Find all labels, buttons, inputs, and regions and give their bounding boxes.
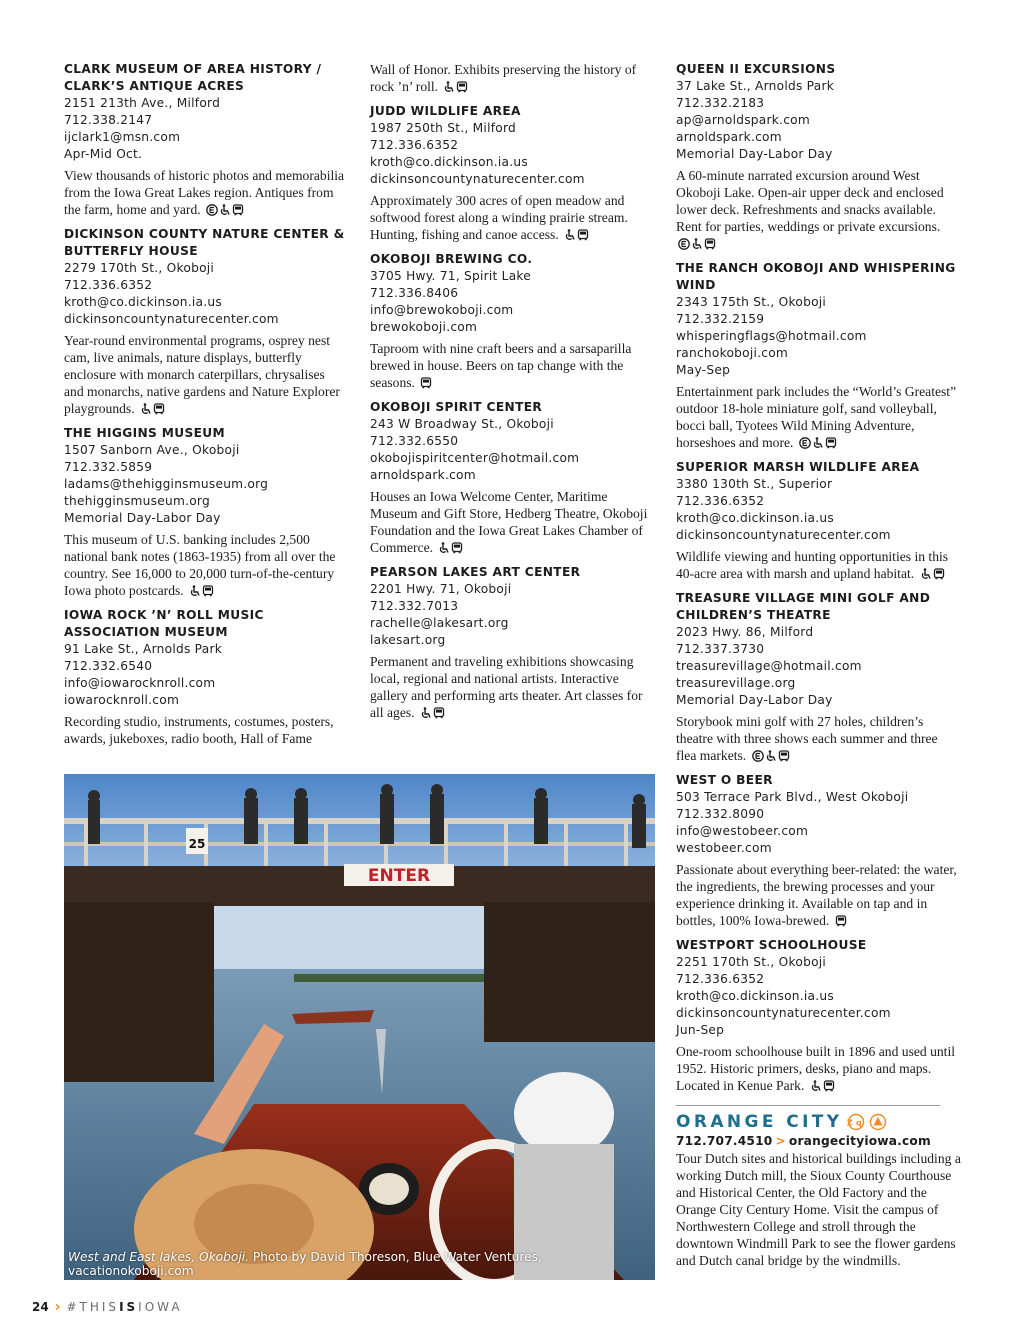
wheelchair-icon [443, 81, 455, 93]
spanish-language-icon [799, 437, 811, 449]
continued-entry [370, 61, 656, 97]
listing-detail: 712.332.6540 [64, 659, 153, 673]
bus-icon [704, 238, 716, 250]
amenity-icons [140, 402, 166, 419]
amenity-icons [810, 1079, 836, 1096]
spanish-language-icon [678, 238, 690, 250]
column-2 [370, 61, 656, 729]
listing-detail: Memorial Day-Labor Day [676, 693, 833, 707]
listing-description: Permanent and traveling exhibitions showcasing local, regional and national artists. Interactive gallery and performing arts theater. Art classes for all ages. [370, 654, 643, 720]
listing-entry [64, 425, 346, 601]
wheelchair-icon [219, 204, 231, 216]
listing-website[interactable]: treasurevillage.org [676, 676, 796, 690]
listing-detail: 712.336.8406 [370, 286, 459, 300]
listing-website[interactable]: dickinsoncountynaturecenter.com [676, 1006, 891, 1020]
wheelchair-icon [765, 750, 777, 762]
listing-detail: 712.337.3730 [676, 642, 765, 656]
bus-icon [232, 204, 244, 216]
listing-detail: 712.336.6352 [370, 138, 459, 152]
listing-detail: 1987 250th St., Milford [370, 121, 516, 135]
column-3 [676, 61, 960, 1102]
listing-entry [676, 772, 960, 931]
listing-detail: 712.332.7013 [370, 599, 459, 613]
orange-city-title: ORANGE CITY [676, 1112, 843, 1132]
listing-description: This museum of U.S. banking includes 2,500 national bank notes (1863-1935) from all over the country. See 16,000 to 20,000 turn-of-the-century Iowa photo postcards. [64, 532, 336, 598]
listing-description: Houses an Iowa Welcome Center, Maritime Museum and Gift Store, Hedberg Theatre, Okoboji Foundation and the Iowa Great Lakes Chamber of Commerce. [370, 489, 648, 555]
listing-email[interactable]: kroth@co.dickinson.ia.us [676, 511, 834, 525]
listing-website[interactable]: arnoldspark.com [370, 468, 476, 482]
listing-email[interactable]: ladams@thehigginsmuseum.org [64, 477, 269, 491]
listing-email[interactable]: ap@arnoldspark.com [676, 113, 810, 127]
listing-email[interactable]: whisperingflags@hotmail.com [676, 329, 867, 343]
continued-description: Wall of Honor. Exhibits preserving the history of rock ’n’ roll. [370, 62, 637, 94]
listing-website[interactable]: brewokoboji.com [370, 320, 478, 334]
listing-email[interactable]: info@brewokoboji.com [370, 303, 514, 317]
listing-name: TREASURE VILLAGE MINI GOLF AND CHILDREN’S THEATRE [676, 591, 931, 622]
enter-sign: ENTER [367, 866, 431, 886]
listing-detail: 37 Lake St., Arnolds Park [676, 79, 835, 93]
listing-detail: 3380 130th St., Superior [676, 477, 833, 491]
listing-detail: 712.332.6550 [370, 434, 459, 448]
wheelchair-icon [189, 585, 201, 597]
chevron-icon: › [54, 1299, 61, 1315]
bus-icon [202, 585, 214, 597]
listing-entry [64, 226, 346, 419]
orange-city-description: Tour Dutch sites and historical buildings including a working Dutch mill, the Sioux County Courthouse and Historical Center, the Old Factory and the Orange City Century Home. Visit the campus of Northwestern College and stroll through the downtown Windmill Park to see the flower gardens and Dutch canal bridge by the windmills. [676, 1151, 961, 1268]
bus-icon [577, 229, 589, 241]
listing-detail: 712.332.8090 [676, 807, 765, 821]
listing-email[interactable]: kroth@co.dickinson.ia.us [64, 295, 222, 309]
bus-icon [456, 81, 468, 93]
listing-description: Storybook mini golf with 27 holes, children’s theatre with three shows each summer and three flea markets. [676, 714, 938, 763]
spanish-language-icon [206, 204, 218, 216]
listing-detail: 2279 170th St., Okoboji [64, 261, 215, 275]
listing-description: Passionate about everything beer-related: the water, the ingredients, the brewing processes and your experience drinking it. Available on tap and in bottles, 100% Iowa-brewed. [676, 862, 957, 928]
listing-name: DICKINSON COUNTY NATURE CENTER & BUTTERFLY HOUSE [64, 227, 345, 258]
listing-name: WESTPORT SCHOOLHOUSE [676, 938, 867, 952]
listing-detail: 712.332.2159 [676, 312, 765, 326]
amenity-icons [564, 228, 590, 245]
amenity-icons [835, 914, 848, 931]
spanish-language-icon [752, 750, 764, 762]
listing-detail: 712.332.2183 [676, 96, 765, 110]
listing-detail: 243 W Broadway St., Okoboji [370, 417, 554, 431]
caption-location: West and East lakes, Okoboji. [68, 1250, 249, 1264]
wheelchair-icon [438, 542, 450, 554]
listing-detail: 712.332.5859 [64, 460, 153, 474]
listing-email[interactable]: info@westobeer.com [676, 824, 809, 838]
amenity-icons [438, 541, 464, 558]
listing-entry [370, 251, 656, 393]
listing-entry [676, 937, 960, 1096]
listing-detail: 2201 Hwy. 71, Okoboji [370, 582, 512, 596]
listing-website[interactable]: thehigginsmuseum.org [64, 494, 210, 508]
listing-detail: Memorial Day-Labor Day [64, 511, 221, 525]
listing-website[interactable]: dickinsoncountynaturecenter.com [64, 312, 279, 326]
page-footer [32, 1298, 183, 1316]
caption-url: vacationokoboji.com [68, 1264, 194, 1278]
listing-website[interactable]: lakesart.org [370, 633, 446, 647]
bus-icon [153, 403, 165, 415]
listing-name: QUEEN II EXCURSIONS [676, 62, 836, 76]
bus-icon [420, 377, 432, 389]
page-number: 24 [32, 1300, 49, 1314]
bus-icon [933, 568, 945, 580]
listing-entry [676, 260, 960, 453]
listing-description: Approximately 300 acres of open meadow and softwood forest along a winding prairie stream. Hunting, fishing and canoe access. [370, 193, 628, 242]
svg-text:Zq: Zq [846, 1118, 865, 1128]
listing-detail: 503 Terrace Park Blvd., West Okoboji [676, 790, 909, 804]
listing-email[interactable]: rachelle@lakesart.org [370, 616, 509, 630]
bus-icon [823, 1080, 835, 1092]
listing-name: JUDD WILDLIFE AREA [370, 104, 521, 118]
listing-email[interactable]: ijclark1@msn.com [64, 130, 181, 144]
amenity-icons [443, 80, 469, 97]
listing-entry [370, 399, 656, 558]
photo-caption [68, 1250, 649, 1278]
wheelchair-icon [920, 568, 932, 580]
listing-entry [64, 61, 346, 220]
section-divider [676, 1105, 940, 1106]
amenity-icons [920, 567, 946, 584]
listing-description: View thousands of historic photos and memorabilia from the Iowa Great Lakes region. Antiques from the farm, home and yard. [64, 168, 345, 217]
listing-detail: 91 Lake St., Arnolds Park [64, 642, 223, 656]
listing-website[interactable]: dickinsoncountynaturecenter.com [370, 172, 585, 186]
listing-detail: 1507 Sanborn Ave., Okoboji [64, 443, 240, 457]
orange-city-website[interactable]: orangecityiowa.com [788, 1134, 931, 1148]
wheelchair-icon [810, 1080, 822, 1092]
listing-description: Wildlife viewing and hunting opportunities in this 40-acre area with marsh and upland habitat. [676, 549, 949, 581]
listing-description: Recording studio, instruments, costumes, posters, awards, jukeboxes, radio booth, Hall of Fame [64, 714, 334, 746]
caption-credit: Photo by David Thoreson, Blue Water Ventures, [248, 1250, 542, 1264]
listing-entry [64, 607, 346, 747]
listing-website[interactable]: ranchokoboji.com [676, 346, 789, 360]
bus-icon [451, 542, 463, 554]
listing-detail: 2151 213th Ave., Milford [64, 96, 221, 110]
listing-name: WEST O BEER [676, 773, 773, 787]
listing-entry [370, 103, 656, 245]
listing-detail: 3705 Hwy. 71, Spirit Lake [370, 269, 532, 283]
listing-description: Year-round environmental programs, osprey nest cam, live animals, nature displays, butterfly enclosure with monarch caterpillars, chrysalises and monarchs, native gardens and Nature Explorer playgrounds. [64, 333, 340, 416]
attraction-icon [869, 1113, 887, 1131]
amenity-icons [420, 706, 446, 723]
listing-name: OKOBOJI BREWING CO. [370, 252, 533, 266]
wheelchair-icon [812, 437, 824, 449]
listing-detail: 2023 Hwy. 86, Milford [676, 625, 814, 639]
wheelchair-icon [140, 403, 152, 415]
listing-name: THE RANCH OKOBOJI AND WHISPERING WIND [676, 261, 956, 292]
hashtag: #THISISIOWA [66, 1300, 183, 1314]
listing-email[interactable]: okobojispiritcenter@hotmail.com [370, 451, 580, 465]
bus-icon [825, 437, 837, 449]
listing-detail: Apr-Mid Oct. [64, 147, 143, 161]
listing-name: PEARSON LAKES ART CENTER [370, 565, 581, 579]
listing-detail: Memorial Day-Labor Day [676, 147, 833, 161]
listing-name: CLARK MUSEUM OF AREA HISTORY / CLARK’S ANTIQUE ACRES [64, 62, 322, 93]
boat-under-bridge-photo [64, 774, 655, 1280]
amenity-icons [678, 237, 717, 254]
listing-name: OKOBOJI SPIRIT CENTER [370, 400, 543, 414]
listing-website[interactable]: iowarocknroll.com [64, 693, 180, 707]
bus-icon [835, 915, 847, 927]
amenity-icons [206, 203, 245, 220]
listing-entry [370, 564, 656, 723]
listing-detail: Jun-Sep [676, 1023, 725, 1037]
orange-city-section [676, 1111, 966, 1269]
listing-name: SUPERIOR MARSH WILDLIFE AREA [676, 460, 920, 474]
listing-email[interactable]: info@iowarocknroll.com [64, 676, 216, 690]
amenity-icons [189, 584, 215, 601]
wheelchair-icon [691, 238, 703, 250]
listing-detail: 712.336.6352 [64, 278, 153, 292]
bus-icon [778, 750, 790, 762]
listing-detail: May-Sep [676, 363, 731, 377]
listing-entry [676, 61, 960, 254]
amenity-icons [752, 749, 791, 766]
wheelchair-icon [564, 229, 576, 241]
wheelchair-icon [420, 707, 432, 719]
listing-description: A 60-minute narrated excursion around West Okoboji Lake. Open-air upper deck and enclosed lower deck. Refreshments and snacks available. Rent for parties, weddings or private excursions. [676, 168, 944, 234]
listing-description: One-room schoolhouse built in 1896 and used until 1952. Historic primers, desks, piano and maps. Located in Kenue Park. [676, 1044, 956, 1093]
orange-city-phone: 712.707.4510 [676, 1134, 773, 1148]
listing-email[interactable]: kroth@co.dickinson.ia.us [676, 989, 834, 1003]
bus-icon [433, 707, 445, 719]
listing-detail: 2251 170th St., Okoboji [676, 955, 827, 969]
listing-website[interactable]: westobeer.com [676, 841, 772, 855]
arrow-icon: > [775, 1134, 786, 1148]
speed-limit-sign: 25 [188, 837, 206, 851]
listing-detail: 712.338.2147 [64, 113, 153, 127]
listing-detail: 712.336.6352 [676, 494, 765, 508]
listing-description: Taproom with nine craft beers and a sarsaparilla brewed in house. Beers on tap change with the seasons. [370, 341, 632, 390]
listing-entry [676, 590, 960, 766]
listing-name: THE HIGGINS MUSEUM [64, 426, 226, 440]
listing-name: IOWA ROCK ’N’ ROLL MUSIC ASSOCIATION MUSEUM [64, 608, 264, 639]
listing-website[interactable]: dickinsoncountynaturecenter.com [676, 528, 891, 542]
listing-detail: 2343 175th St., Okoboji [676, 295, 827, 309]
listing-description: Entertainment park includes the “World’s Greatest” outdoor 18-hole miniature golf, sand volleyball, bocci ball, Tyotees Wild Mining Adventure, horseshoes and more. [676, 384, 957, 450]
listing-entry [676, 459, 960, 584]
listing-website[interactable]: arnoldspark.com [676, 130, 782, 144]
dutch-heritage-icon [847, 1113, 865, 1131]
column-1 [64, 61, 346, 753]
listing-email[interactable]: treasurevillage@hotmail.com [676, 659, 862, 673]
listing-email[interactable]: kroth@co.dickinson.ia.us [370, 155, 528, 169]
listing-detail: 712.336.6352 [676, 972, 765, 986]
amenity-icons [420, 376, 433, 393]
amenity-icons [799, 436, 838, 453]
